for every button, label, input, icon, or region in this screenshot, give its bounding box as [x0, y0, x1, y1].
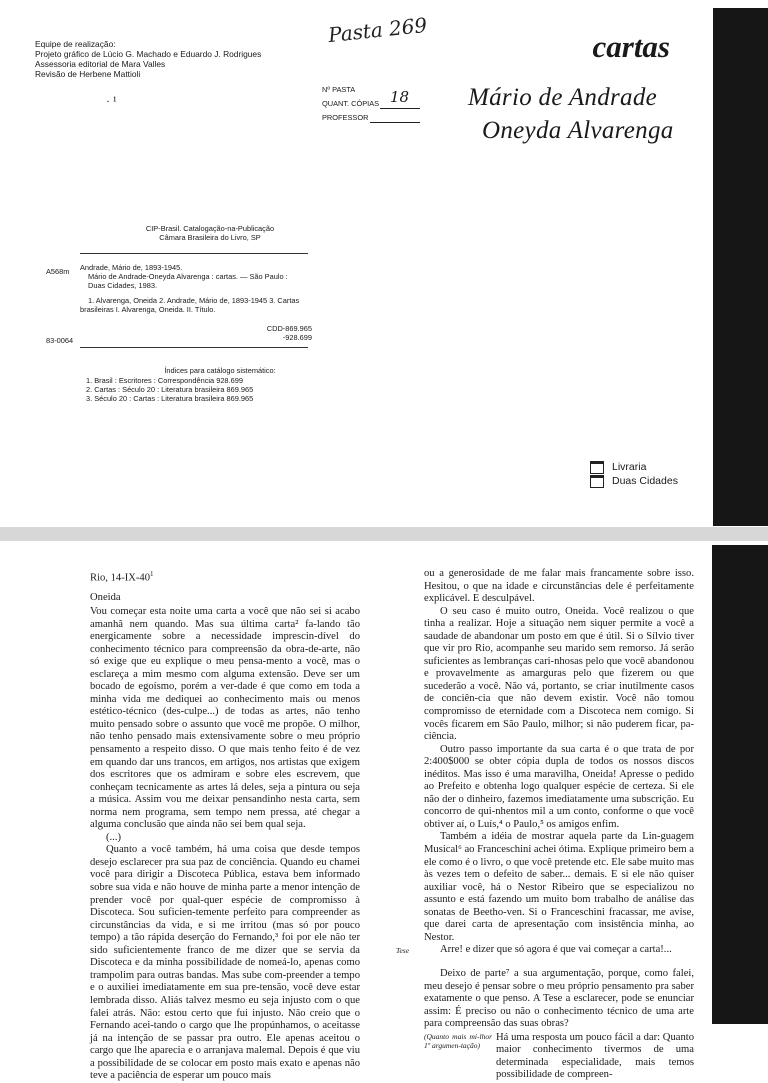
credits-line: Projeto gráfico de Lúcio G. Machado e Eduardo J. Rodrigues	[35, 49, 262, 59]
index-item: 3. Século 20 : Cartas : Literatura brasileira 869.965	[86, 394, 254, 403]
letter-paragraph: Também a idéia de mostrar aquela parte da Lin-guagem Musical⁶ ao Franceschini achei ótima. Explique primeiro bem a ele como é o livro, o que você pretende etc. Ele sabe muito mas às vezes tem o defeito de saber... demais. E si ele não quiser auxiliar você, há o Nestor Ribeiro que se especializou no assunto e está fazendo um muito bom trabalho de análise das sonatas de Beetho-ven. Si o Franceschini fracassar, me avise, que darei carta de apresentação com insistência minha, ao Nestor.	[424, 831, 694, 943]
author-two: Oneyda Alvarenga	[482, 117, 674, 144]
professor-label: PROFESSOR	[322, 113, 369, 122]
index-item: 2. Cartas : Século 20 : Literatura brasileira 869.965	[86, 385, 254, 394]
stray-mark: · ¹	[106, 94, 117, 108]
binding-edge-bottom	[712, 545, 768, 1024]
binding-edge-top	[713, 8, 768, 526]
cip-entry: Duas Cidades, 1983.	[88, 281, 158, 290]
letter-date-text: Rio, 14-IX-40	[90, 572, 151, 584]
cip-entry: Andrade, Mário de, 1893-1945.	[80, 263, 183, 272]
building-icon	[590, 475, 604, 488]
letter-paragraph: ou a generosidade de me falar mais francamente sobre isso. Hesitou, o que na idade e circunstâncias dele é perfeitamente explicável. E desculpável.	[424, 568, 694, 605]
letter-paragraph: Há uma resposta um pouco fácil a dar: Quanto maior conhecimento tivermos de uma determinada especialidade, mais temos possibilidade de compreen-	[496, 1031, 694, 1081]
letter-paragraph: O seu caso é muito outro, Oneida. Você realizou o que tinha a realizar. Hoje a situação nem siquer permite a você a saudade de abandonar um posto em que é útil. Si o Sílvio tiver que vir pro Rio, acompanhe seu marido sem remorso. Já serão suficientes as lembranças cari-nhosas pelo que você abandonou e provavelmente as amarguras pelo que fizerem ou que sucederão a você. Não vá, portanto, se criar inutilmente casos de conciên-cia que não devem existir. Você não tomou compromisso de eternidade com a Discoteca nem comigo. Si vocês ficarem em São Paulo, milhor; si não puderem ficar, pa-ciência.	[424, 605, 694, 743]
letter-paragraph: Vou começar esta noite uma carta a você que não sei si acabo amanhã nem quando. Mas sua última carta² fa-lando tão energicamente sobre a necessidade imprescin-dível do conhecimento técnico para compreensão da obra-de-arte, não só exige que eu explique o meu pensa-mento a você, mas o esclareça a mim mesmo com alguma extensão. Deve ser um bocado de egoísmo, porém a ver-dade é que como em toda a minha vida me dediquei ao conhecimento mais ou menos estético-técnico (des-culpe...) de todas as artes, não tenho muito pensado sobre o assunto que você me propõe. O milhor, não tenho pensado mais extensivamente sobre o meu próprio pensamento a respeito disso. O que mais tenho feito é de vez em quando dar uns trancos, em artigos, nos artistas que exigem dos escritores que os admiram e sobre eles escrevem, que conheçam tecnicamente as artes lá deles, seja a pintura ou seja a música. Assim vou me deixar pensandinho nesta carta, sem norma nem programa, sem tempo nem pressa, até chegar a alguma conclusão que ainda não sei bem qual seja.	[90, 606, 360, 831]
cip-entry: 1. Alvarenga, Oneida 2. Andrade, Mário de, 1893-1945 3. Cartas	[88, 296, 300, 305]
letter-paragraph: Arre! e dizer que só agora é que vai começar a carta!...	[440, 944, 672, 956]
margin-note: (Quanto mais mi-lhor 1º argumen-tação)	[424, 1031, 492, 1050]
book-title: cartas	[592, 29, 670, 64]
page-divider	[0, 527, 768, 541]
publisher-name-line: Duas Cidades	[612, 475, 678, 487]
cip-cdd-line: CDD-869.965	[266, 324, 312, 333]
cip-entry: Mário de Andrade-Oneyda Alvarenga : cartas. — São Paulo :	[88, 272, 288, 281]
pasta-label: Nº PASTA	[322, 85, 356, 94]
building-icon	[590, 461, 604, 474]
margin-label-tese: Tese	[396, 946, 410, 955]
cip-record	[80, 263, 310, 314]
copies-line	[380, 108, 420, 109]
credits-line: Revisão de Herbene Mattioli	[35, 69, 141, 79]
letter-paragraph: Quanto a você também, há uma coisa que desde tempos desejo esclarecer pra sua paz de conciência. Quando eu chamei você para dirigir a Discoteca Pública, estava bem informado sobre sua vida e não houve de minha parte a menor intenção de prender você por qual-quer espécie de compromisso à Discoteca. Sou suficien-temente perfeito para compreender as circunstâncias da vida, e si me irritou (mas só por pouco tempo) a tão rápida deserção do Fernando,³ foi por ele não ter sido suficientemente franco de me dizer que se servia da Discoteca e da minha possibilidade de nomeá-lo, apenas como trampolim para outras bandas. Mas sube com-preender a tempo e o auxiliei imediatamente em sua pre-tensão, você deve estar lembrada disso. Aliás talvez mesmo eu seja injusto com o que falei atrás. Não: estou certo que fui injusto. Não creio que o Fernando acei-tando o cargo que lhe propúnhamos, o aceitasse já na intenção de se passar pra outro. Ele apenas aceitou o cargo que lhe aparecia e o arranjava malemal. Depois é que viu a possibilidade de se colocar em posto mais exato e apenas não teve a paciência de esperar um pouco mais	[90, 844, 360, 1082]
cip-box-rule-top	[80, 253, 308, 254]
cip-record-number: 83-0064	[46, 336, 74, 345]
index-item: 1. Brasil : Escritores : Correspondência 928.699	[86, 376, 243, 385]
credits-line: Equipe de realização:	[35, 39, 116, 49]
letter-left-column	[90, 606, 360, 1083]
professor-line	[370, 122, 420, 123]
cip-header-line: Câmara Brasileira do Livro, SP	[159, 233, 261, 242]
cip-header-line: CIP-Brasil. Catalogação-na-Publicação	[145, 224, 275, 233]
copies-label: QUANT. CÓPIAS	[322, 99, 380, 108]
letter-ellipsis: (...)	[106, 831, 122, 843]
letter-paragraph: Outro passo importante da sua carta é o que trata de por 2:400$000 se obter cópia dupla de todos os nossos discos inéditos. Mas isso é uma maravilha, Oneida! Apresse o pedido ao Prefeito e obtenha logo qualquer espécie de certeza. Si ele não der o dinheiro, fazemos imediatamente uma subscrição. Eu concorro de qui-nhentos mil a um conto, conforme o que você obtiver aí, o Luís,⁴ o Paulo,⁵ os amigos enfim.	[424, 743, 694, 830]
author-one: Mário de Andrade	[468, 84, 658, 111]
letter-salutation: Oneida	[90, 592, 121, 603]
handwritten-pasta-note: Pasta 269	[327, 12, 429, 48]
credits-block	[35, 39, 295, 79]
cip-header	[110, 224, 310, 242]
index-title: Índices para catálogo sistemático:	[164, 366, 276, 375]
cip-call-number: A568m	[46, 267, 70, 276]
credits-line: Assessoria editorial de Mara Valles	[35, 59, 166, 69]
letter-paragraph: Deixo de parte⁷ a sua argumentação, porque, como falei, meu desejo é pensar sobre o meu próprio pensamento pra saber exatamente o que penso. A Tese a esclarecer, pode se enunciar assim: É preciso ou não o conhecimento técnico de uma arte para compreensão das suas obras?	[424, 967, 694, 1030]
cip-box-rule-bottom	[80, 347, 308, 348]
cip-cdd	[250, 324, 312, 342]
publisher-name-line: Livraria	[612, 461, 647, 473]
copy-form	[322, 85, 432, 127]
letter-right-column	[424, 568, 694, 1082]
cip-cdd-line: -928.699	[282, 333, 312, 342]
index-list	[86, 376, 326, 403]
letter-date	[90, 570, 154, 584]
copies-value: 18	[390, 88, 410, 106]
cip-entry: brasileiras I. Alvarenga, Oneida. II. Título.	[80, 305, 216, 314]
letter-date-footnote: 1	[150, 570, 154, 578]
publisher-logo	[590, 460, 678, 488]
